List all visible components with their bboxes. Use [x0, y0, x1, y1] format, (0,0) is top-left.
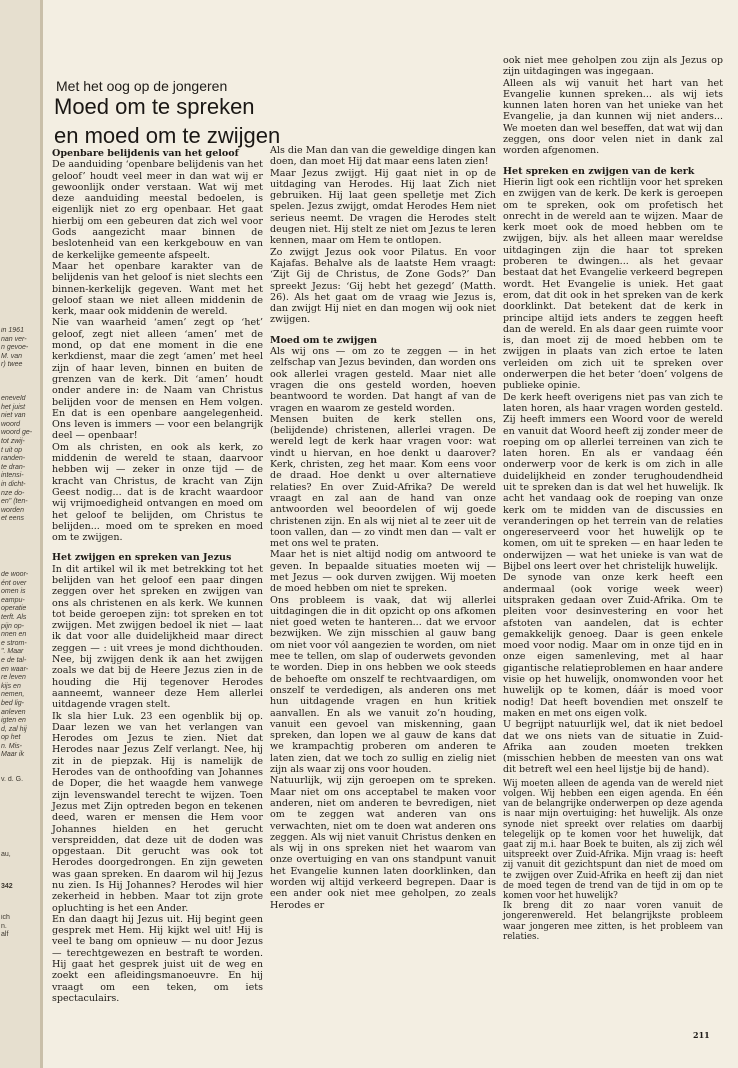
- paragraph: Hierin ligt ook een richtlijn voor het spreken en zwijgen van de kerk. De kerk is geroepen om te spreken, ook om profetisch het onrecht in de wereld aan te wijzen. Maar de kerk moet ook de moed hebben om te zwijgen, bijv. als het alleen maar wereldse uitdagingen zijn die haar tot spreken proberen te dwingen... als het gevaar bestaat dat het Evangelie verkeerd begrepen wordt. Het Evangelie is uniek. Het gaat erom, dat dit ook in het spreken van de kerk doorklinkt. Dat betekent dat de kerk in principe altijd iets anders te zeggen heeft dan de wereld. En als daar geen ruimte voor is, dan moet zij de moed hebben om te zwijgen in plaats van zich ertoe te laten verleiden om zich uit te spreken over onderwerpen die het beter ‘doen’ volgens de publieke opinie.: [503, 176, 723, 392]
- margin-fragment: ich n. alf: [1, 914, 10, 939]
- margin-fragment: in 1961 nan ver- n gevoe- M. van r) twee: [1, 327, 29, 369]
- section-heading: Het zwijgen en spreken van Jezus: [52, 552, 232, 564]
- paragraph: Nie van waarheid ‘amen’ zegt op ‘het’ geloof, zegt niet alleen ‘amen’ met de mond, op dat ene moment in die ene kerkdienst, maar die zegt ‘amen’ met heel zijn of haar leven, binnen en buiten de grenzen van de kerk. Dit ‘amen’ houdt onder andere in: de Naam van Christus belijden voor de mensen en Hem volgen. En dat is een openbare aangelegenheid. Ons leven is immers — voor een belangrijk deel — openbaar!: [52, 317, 263, 442]
- page-spine: [40, 0, 43, 1068]
- paragraph: De kerk heeft overigens niet pas van zich te laten horen, als haar vragen worden gesteld. Zij heeft immers een Woord voor de wereld en vanuit dat Woord heeft zij zonder meer de roeping om op allerlei terreinen van zich te laten horen. En als er vandaag één onderwerp voor de kerk is om zich in alle duidelijkheid en zonder terughoudendheid uit te spreken dan is dat wel het huwelijk. Ik acht het vandaag ook de roeping van onze kerk om te midden van de discussies en veranderingen op het terrein van de relaties ongereserveerd voor het huwelijk op te komen, om uit te spreken — en haar leden te onderwijzen — wat het unieke is van wat de Bijbel ons leert over het christelijk huwelijk.: [503, 391, 723, 573]
- margin-fragment: de woor- ént over omen is eampu- operatie terft. Als pijn op- nnen en e strom- ". Maar e de tal- en waar- re leven kijs en nemen, bed lig- anleven igten en d, zal hij op het n. Mis- Maar ik: [1, 571, 29, 759]
- paragraph: De aanduiding ‘openbare belijdenis van het geloof’ houdt veel meer in dan wat wij er gewoonlijk onder verstaan. Wat wij met deze aanduiding meestal bedoelen, is eigenlijk niet zo erg openbaar. Het gaat hierbij om een gebeuren dat zich wel voor Gods aangezicht maar binnen de beslotenheid van een kerkgebouw en van de kerkelijke gemeente afspeelt.: [52, 159, 264, 261]
- article-kicker: Met het oog op de jongeren: [56, 78, 228, 94]
- paragraph: Maar Jezus zwijgt. Hij gaat niet in op de uitdaging van Herodes. Hij laat Zich niet gebruiken. Hij laat geen spelletje met Zich spelen. Jezus zwijgt, omdat Herodes Hem niet serieus neemt. De vragen die Herodes stelt deugen niet. Hij stelt ze niet om Jezus te leren kennen, maar om Hem te ontlopen.: [270, 167, 496, 247]
- closing-paragraph: Ik breng dit zo naar voren vanuit de jongerenwereld. Het belangrijkste probleem waar jongeren mee zitten, is het probleem van relaties.: [503, 901, 723, 942]
- section-gap: [270, 326, 496, 335]
- section-heading: Het spreken en zwijgen van de kerk: [503, 165, 695, 177]
- paragraph: Ik sla hier Luk. 23 een ogenblik bij op. Daar lezen we van het verlangen van Herodes om Jezus te zien. Niet dat Herodes naar Jezus Zelf verlangt. Nee, hij zit in de piepzak. Hij is namelijk de Herodes van de onthoofding van Johannes de Doper, die het waagde hem vanwege zijn levenswandel terecht te wijzen. Toen Jezus met Zijn optreden begon en tekenen deed, waren er mensen die Hem voor Johannes hielden en het gerucht verspreidden, dat deze uit de doden was opgestaan. Dit gerucht was ook tot Herodes doorgedrongen. En zijn geweten was gaan spreken. En daarom wil hij Jezus nu zien. Is Hij Johannes? Herodes wil hier zekerheid in hebben. Maar tot zijn grote opluchting is het een Ander.: [52, 710, 263, 914]
- section-gap: [52, 543, 263, 552]
- previous-page-margin: [0, 0, 40, 1068]
- paragraph: Om als christen, en ook als kerk, zo middenin de wereld te staan, daarvoor hebben wij — zeker in onze tijd — de kracht van Christus, de kracht van Zijn Geest nodig... dat is de kracht waardoor wij vrijmoedigheid ontvangen en moed om het geloof te belijden, om Christus te belijden... moed om te spreken en moed om te zwijgen.: [52, 441, 263, 544]
- paragraph: U begrijpt natuurlijk wel, dat ik niet bedoel dat we ons niets van de situatie in Zuid-Afrika aan zouden moeten trekken (misschien hebben de meesten van ons wat dit betreft wel een heel lijstje bij de hand).: [503, 719, 723, 776]
- paragraph: Alleen als wij vanuit het hart van het Evangelie kunnen spreken... als wij iets kunnen laten horen van het unieke van het Evangelie, ja dan kunnen wij niet anders... We moeten dan wel beseffen, dat wat wij dan zeggen, ons door velen niet in dank zal worden afgenomen.: [503, 77, 723, 157]
- paragraph: Als die Man dan van die geweldige dingen kan doen, dan moet Hij dat maar eens laten zien!: [270, 145, 496, 168]
- section-heading: Moed om te zwijgen: [270, 334, 378, 346]
- paragraph: In dit artikel wil ik met betrekking tot het belijden van het geloof een paar dingen zeggen over het spreken en zwijgen van ons als christenen en als kerk. We kunnen tot beide geroepen zijn: tot spreken en tot zwijgen. Met zwijgen bedoel ik niet — laat ik dat voor alle duidelijkheid maar direct zeggen — : uit vrees je mond dichthouden. Nee, bij zwijgen denk ik aan het zwijgen zoals we dat bij de Heere Jezus zien in de houding die Hij tegenover Herodes aanneemt, wanneer deze Hem allerlei uitdagende vragen stelt.: [52, 563, 263, 711]
- paragraph: De synode van onze kerk heeft een andermaal (ook vorige week weer) uitspraken gedaan over Zuid-Afrika. Om te pleiten voor desinvestering en voor het afstoten van aandelen, dat is echter gemakkelijk genoeg. Daar is geen enkele moed voor nodig. Maar om in onze tijd en in onze eigen samenleving, met al haar gigantische relatieproblemen en haar andere visie op het huwelijk, onomwonden voor het huwelijk op te komen, dáár is moed voor nodig! Dat heeft bovendien met onszelf te maken en met ons eigen volk.: [503, 572, 723, 719]
- paragraph: ook niet mee geholpen zou zijn als Jezus op zijn uitdagingen was ingegaan.: [503, 55, 723, 78]
- paragraph: Als wij ons — om zo te zeggen — in het zelfschap van Jezus bevinden, dan worden ons ook allerlei vragen gesteld. Maar niet alle vragen die ons gesteld worden, hoeven beantwoord te worden. Dat hangt af van de vragen en waarom ze gesteld worden.: [270, 346, 496, 414]
- article-column-1: [52, 148, 263, 1004]
- paragraph: Natuurlijk, wij zijn geroepen om te spreken. Maar niet om ons acceptabel te maken voor anderen, niet om anderen te bevredigen, niet om te zeggen wat anderen van ons verwachten, niet om te doen wat anderen ons zeggen. Als wij niet vanuit Christus denken en als wij in ons spreken niet het waarom van onze overtuiging en van ons standpunt vanuit het Evangelie kunnen laten doorklinken, dan worden wij altijd verkeerd begrepen. Daar is een ander ook niet mee geholpen, zo zeals Herodes er: [270, 775, 496, 911]
- article-column-3: [503, 55, 723, 942]
- paragraph: En dan daagt hij Jezus uit. Hij begint geen gesprek met Hem. Hij kijkt wel uit! Hij is veel te bang om opnieuw — nu door Jezus — terechtgewezen en bestraft te worden. Hij gaat het gesprek juist uit de weg en zoekt een afleidingsmanoeuvre. En hij vraagt om een teken, om iets spectaculairs.: [52, 913, 263, 1004]
- paragraph: Maar het is niet altijd nodig om antwoord te geven. In bepaalde situaties moeten wij — met Jezus — ook durven zwijgen. Wij moeten de moed hebben om niet te spreken.: [270, 549, 496, 595]
- margin-fragment: v. d. G.: [1, 776, 24, 783]
- closing-paragraph: Wij moeten alleen de agenda van de wereld niet volgen. Wij hebben een eigen agenda. En één van de belangrijke onderwerpen op deze agenda is naar mijn overtuiging: het huwelijk. Als onze synode niet spreekt over relaties om daarbij telegelijk op te komen voor het huwelijk, dat gaat zij m.i. haar Boek te buiten, als zij zich wél uitspreekt over Zuid-Afrika. Mijn vraag is: heeft zij vanuit dit gezichtspunt dan niet de moed om te zwijgen over Zuid-Afrika en heeft zij dan niet de moed tegen de trend van de tijd in om op te komen voor het huwelijk?: [503, 778, 723, 901]
- margin-fragment: 342: [1, 883, 13, 890]
- margin-fragment: eneveld het juist niet van woord woord ge- tot zwij- t uit op randen- te dran- intensi- in dicht- nze do- en" (ten- worden et eens: [1, 395, 33, 523]
- paragraph: Mensen buiten de kerk stellen ons, (belijdende) christenen, allerlei vragen. De wereld legt de kerk haar vragen voor: wat vindt u hiervan, en hoe denkt u daarover? Kerk, christen, zeg het maar. Kom eens voor de draad. Hoe denkt u over alternatieve relaties? En over Zuid-Afrika? De wereld vraagt en zal aan de hand van onze antwoorden wel beoordelen of wij goede christenen zijn. En als wij niet al te zeer uit de toon vallen, dan — zo vindt men dan — valt er met ons wel te praten.: [270, 413, 496, 550]
- article-title: Moed om te spreken en moed om te zwijgen: [54, 94, 281, 148]
- article-column-2: [270, 145, 496, 911]
- paragraph: Maar het openbare karakter van de belijdenis van het geloof is niet slechts een binnen-kerkelijk gegeven. Want met het geloof staan we niet alleen middenin de kerk, maar ook middenin de wereld.: [52, 260, 263, 318]
- page-number: 211: [693, 1030, 710, 1040]
- section-heading: Openbare belijdenis van het geloof: [52, 148, 239, 159]
- margin-fragment: au,: [1, 851, 11, 858]
- paragraph: Ons probleem is vaak, dat wij allerlei uitdagingen die in dit opzicht op ons afkomen niet goed weten te hanteren... dat we ervoor bezwijken. We zijn misschien al gauw bang om niet voor vól aangezien te worden, om niet mee te tellen, om slap of ouderwets gevonden te worden. Diep in ons hebben we ook steeds de behoefte om onszelf te rechtvaardigen, om onszelf te verdedigen, als anderen ons met hun uitdagende vragen en hun kritiek aanvallen. En als we vanuit zo’n houding, vanuit een gevoel van miskenning, gaan spreken, dan lopen we al gauw de kans dat we krampachtig proberen om anderen te laten zien, dat we toch zo sullig en zielig niet zijn als waar zij ons voor houden.: [270, 594, 496, 776]
- paragraph: Zo zwijgt Jezus ook voor Pilatus. En voor Kajafas. Behalve als de laatste Hem vraagt: ‘Zijt Gij de Christus, de Zone Gods?’ Dan spreekt Jezus: ‘Gij hebt het gezegd’ (Matth. 26). Als het gaat om de vraag wie Jezus is, dan zwijgt Hij niet en dan mogen wij ook niet zwijgen.: [270, 246, 496, 326]
- section-gap: [503, 157, 723, 166]
